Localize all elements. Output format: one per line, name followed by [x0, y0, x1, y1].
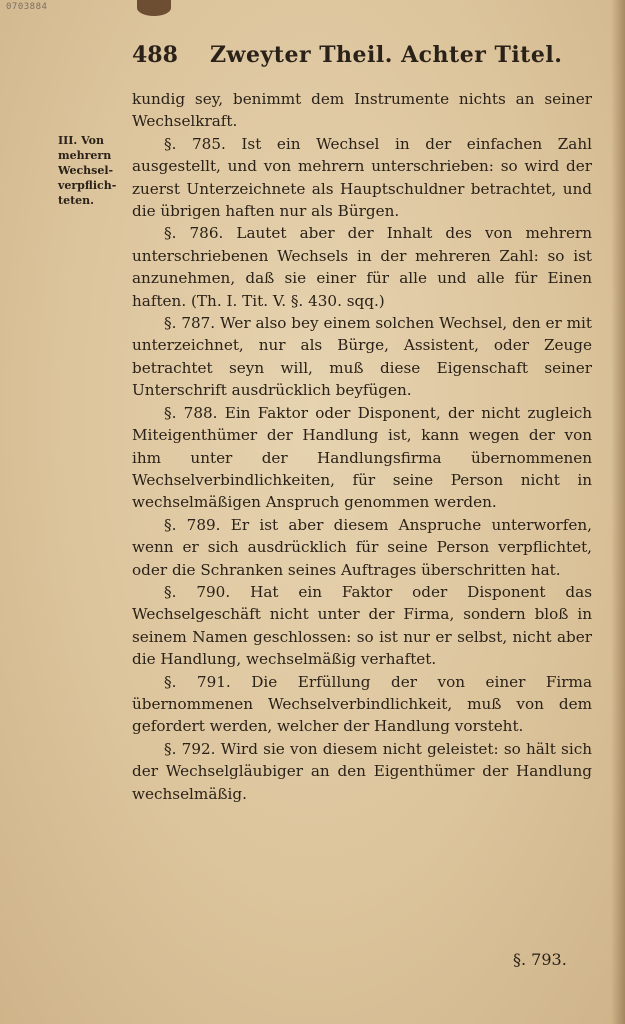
paragraph-785: §. 785. Ist ein Wechsel in der einfachen Zahl ausgestellt, und von mehrern unterschrieben: so wird der zuerst Unterzeichnete als Hauptschuldner betrachtet, und die übrigen haften nur als Bürgen.	[132, 134, 592, 221]
paragraph-791: §. 791. Die Erfüllung der von einer Firma übernommenen Wechselverbindlichkeit, muß von dem gefordert werden, welcher der Handlung vorsteht.	[132, 672, 592, 736]
margin-note: III. Von mehrern Wechsel-verpflich-teten.	[58, 134, 117, 207]
paragraph-792: §. 792. Wird sie von diesem nicht geleistet: so hält sich der Wechselgläubiger an den Eigenthümer der Handlung wechselmäßig.	[132, 739, 592, 803]
catchword: §. 793.	[513, 950, 567, 969]
running-head: Zweyter Theil. Achter Titel.	[210, 42, 563, 68]
paragraph-786: §. 786. Lautet aber der Inhalt des von mehrern unterschriebenen Wechsels in der mehreren Zahl: so ist anzunehmen, daß sie einer für alle und alle für Einen haften. (Th. I. Tit. V. §. 430. sqq.)	[132, 224, 592, 310]
ink-stain	[137, 0, 171, 16]
paragraph-790: §. 790. Hat ein Faktor oder Disponent das Wechselgeschäft nicht unter der Firma, sondern bloß in seinem Namen geschlossen: so ist nur er selbst, nicht aber die Handlung, wechselmäßig verhaftet.	[132, 582, 592, 669]
paragraph-788: §. 788. Ein Faktor oder Disponent, der nicht zugleich Miteigenthümer der Handlung ist, kann wegen der von ihm unter der Handlungsfirma übernommenen Wechselverbindlichkeiten, für seine Person nicht in wechselmäßigen Anspruch genommen werden.	[132, 403, 592, 512]
paragraph-continuation: kundig sey, benimmt dem Instrumente nichts an seiner Wechselkraft.	[132, 90, 592, 131]
library-stamp: 0703884	[6, 2, 48, 12]
page-number: 488	[132, 42, 178, 68]
page-edge-shadow	[611, 0, 625, 1024]
page-header	[132, 42, 602, 76]
paragraph-789: §. 789. Er ist aber diesem Anspruche unterworfen, wenn er sich ausdrücklich für seine Person verpflichtet, oder die Schranken seines Auftrages überschritten hat.	[132, 515, 592, 579]
paragraph-787: §. 787. Wer also bey einem solchen Wechsel, den er mit unterzeichnet, nur als Bürge, Assistent, oder Zeuge betrachtet seyn will, muß diese Eigenschaft seiner Unterschrift ausdrücklich beyfügen.	[132, 314, 592, 400]
body-text	[132, 88, 592, 805]
